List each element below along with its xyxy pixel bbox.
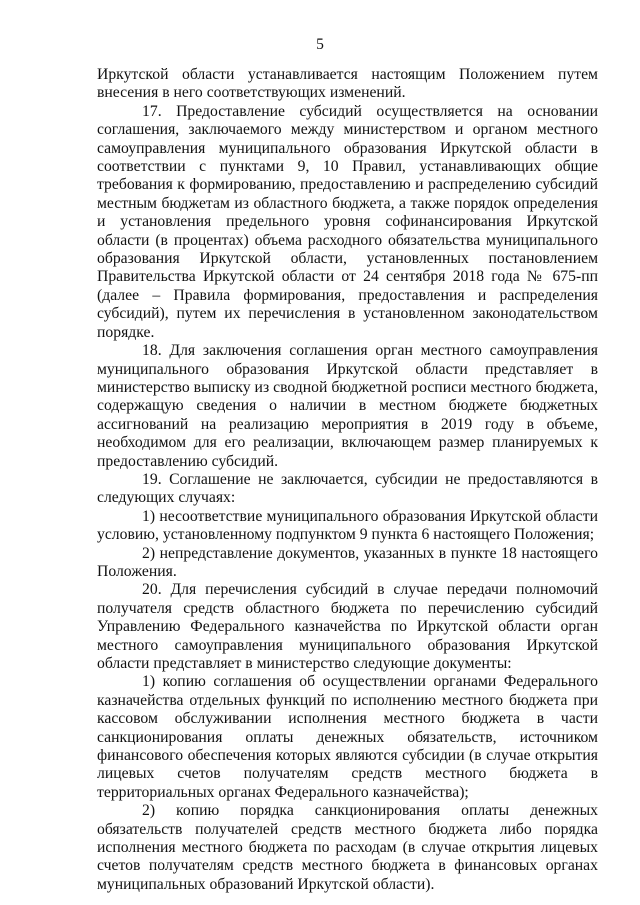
paragraph-continuation: Иркутской области устанавливается настоящим Положением путем внесения в него соответствующих изменений. xyxy=(97,66,598,102)
paragraph-20-item-2: 2) копию порядка санкционирования оплаты денежных обязательств получателей средств местного бюджета либо порядка исполнения местного бюджета по расходам (в случае открытия лицевых счетов получателям средств местного бюджета в финансовых органах муниципальных образований Иркутской области). xyxy=(97,802,598,893)
paragraph-19: 19. Соглашение не заключается, субсидии не предоставляются в следующих случаях: xyxy=(97,470,598,507)
paragraph-19-item-2: 2) непредставление документов, указанных в пункте 18 настоящего Положения. xyxy=(97,544,598,580)
paragraph-17: 17. Предоставление субсидий осуществляется на основании соглашения, заключаемого между министерством и органом местного самоуправления муниципального образования Иркутской области в соответствии с пунктами 9, 10 Правил, устанавливающих общие требования к формированию, предоставлению и распределению субсидий местным бюджетам из областного бюджета, а также порядок определения и установления предельного уровня софинансирования Иркутской области (в процентах) объема расходного обязательства муниципального образования Иркутской области, установленных постановлением Правительства Иркутской области от 24 сентября 2018 года № 675-пп (далее – Правила формирования, предоставления и распределения субсидий), путем их перечисления в установленном законодательством порядке. xyxy=(97,102,598,341)
page-number: 5 xyxy=(316,36,324,53)
paragraph-20: 20. Для перечисления субсидий в случае передачи полномочий получателя средств областного бюджета по перечислению субсидий Управлению Федерального казначейства по Иркутской области орган местного самоуправления муниципального образования Иркутской области представляет в министерство следующие документы: xyxy=(97,581,598,672)
paragraph-19-item-1: 1) несоответствие муниципального образования Иркутской области условию, установленному подпунктом 9 пункта 6 настоящего Положения; xyxy=(97,507,598,544)
document-body xyxy=(97,66,598,894)
paragraph-20-item-1: 1) копию соглашения об осуществлении органами Федерального казначейства отдельных функций по исполнению местного бюджета при кассовом обслуживании исполнения местного бюджета в части санкционирования оплаты денежных обязательств, источником финансового обеспечения которых являются субсидии (в случае открытия лицевых счетов получателям средств местного бюджета в территориальных органах Федерального казначейства); xyxy=(97,673,598,801)
paragraph-18: 18. Для заключения соглашения орган местного самоуправления муниципального образования Иркутской области представляет в министерство выписку из сводной бюджетной росписи местного бюджета, содержащую сведения о наличии в местном бюджете бюджетных ассигнований на реализацию мероприятия в 2019 году в объеме, необходимом для его реализации, включающем размер планируемых к предоставлению субсидий. xyxy=(97,342,598,470)
